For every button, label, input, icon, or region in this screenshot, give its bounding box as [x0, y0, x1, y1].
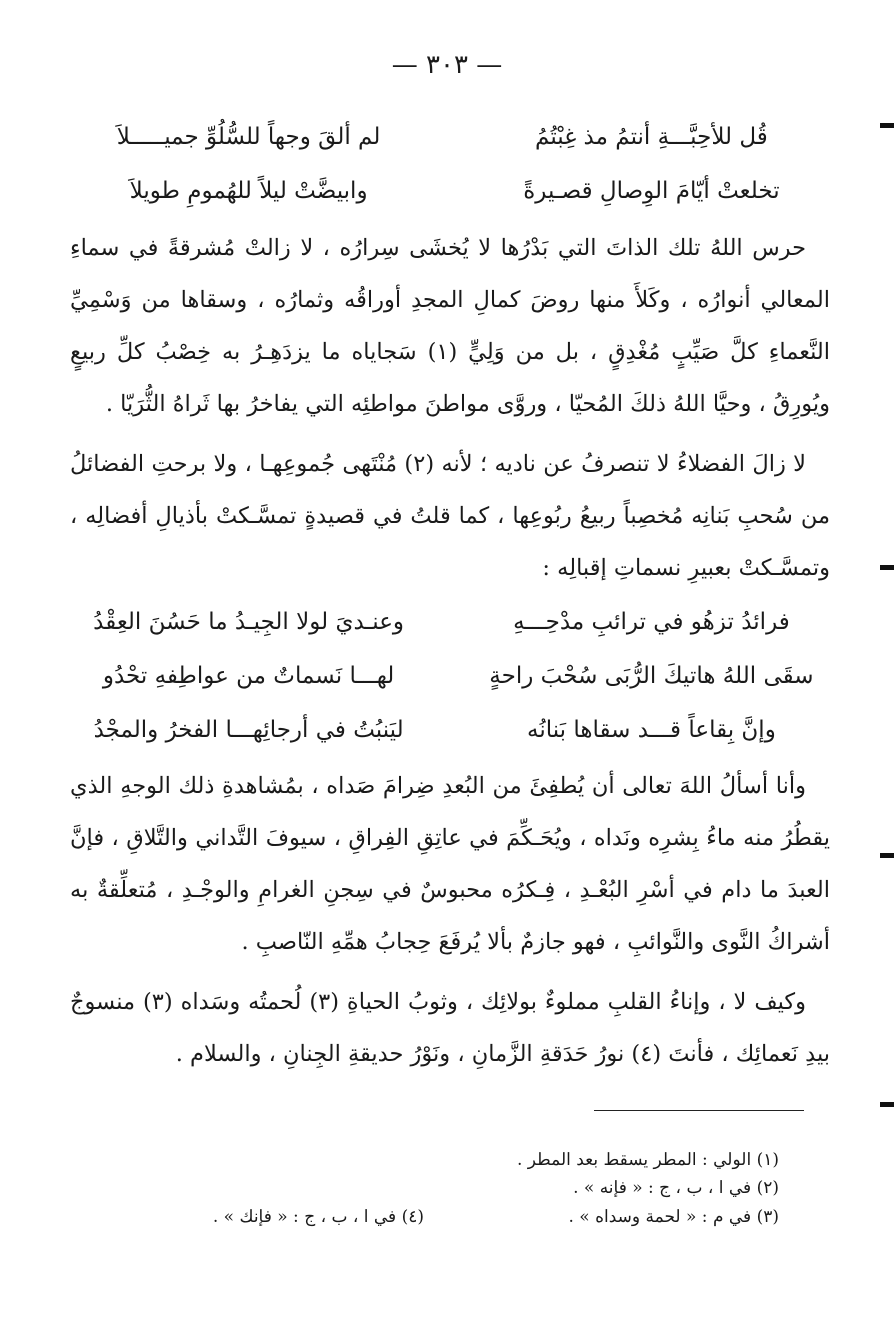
verse-hemistich-first: تخلعتْ أيّامَ الوِصالِ قصـيرةً — [523, 178, 780, 204]
prose-section-2 — [70, 760, 830, 1080]
verse-hemistich-first: فرائدُ تزهُو في ترائبِ مدْحِـــهِ — [513, 609, 790, 635]
verse-hemistich-second: لم ألقَ وجهاً للسُّلُوِّ جميـــــلاَ — [116, 124, 381, 150]
verse-hemistich-second: لهـــا نَسماتٌ من عواطِفهِ تحْدُو — [102, 663, 395, 689]
verse-block-middle — [70, 595, 830, 757]
paragraph: وكيف لا ، وإناءُ القلبِ مملوءٌ بولائِك ، وثوبُ الحياةِ (٣) لُحمتُه وسَداه (٣) منسوجٌ بيدِ نَعمائِك ، فأنتَ (٤) نورُ حَدَقةِ الزَّمانِ ، ونَوْرُ حديقةِ الجِنانِ ، والسلام . — [70, 989, 830, 1067]
paragraph: لا زالَ الفضلاءُ لا تنصرفُ عن ناديه ؛ لأنه (٢) مُنْتَهى جُموعِهـا ، ولا برحتِ الفضائلُ من سُحبِ بَنانِه مُخصِباً ربيعُ ربُوعِها ، كما قلتُ في قصيدةٍ تمسَّـكتْ بأذيالِ أفضالِه ، وتمسَّـكتْ بعبيرِ نسماتِ إقبالِه : — [70, 451, 830, 581]
verse-line — [70, 649, 830, 703]
page-number: — ٣٠٣ — — [391, 50, 503, 80]
prose-section-1 — [70, 222, 830, 594]
margin-mark — [880, 1102, 894, 1107]
verse-line — [70, 595, 830, 649]
margin-mark — [880, 565, 894, 570]
footnote-3: (٣) في م : « لحمة وسداه » . — [568, 1207, 779, 1227]
paragraph: حرس اللهُ تلك الذاتَ التي بَدْرُها لا يُخشَى سِرارُه ، لا زالتْ مُشرقةً في سماءِ المعالي أنوارُه ، وكَلأَ منها روضَ كمالِ المجدِ أوراقُه وثمارُه ، وسقاها من وَسْمِيِّ النَّعماءِ كلَّ صَيِّبٍ مُغْدِقٍ ، بل من وَلِيٍّ (١) سَجاياه ما يزدَهِـرُ به خِصْبُ كلِّ ربيعٍ ويُورِقُ ، وحيَّا اللهُ ذلكَ المُحيّا ، وروَّى مواطنَ مواطئِه التي يفاخرُ بها ثَراهُ الثُّرَيّا . — [70, 235, 830, 417]
verse-hemistich-second: وابيضَّتْ ليلاً للهُمومِ طويلاَ — [129, 178, 368, 204]
verse-hemistich-first: قُل للأحِبَّـــةِ أنتمُ مذ غِبْتُمُ — [535, 124, 768, 150]
paragraph: وأنا أسألُ اللهَ تعالى أن يُطفِئَ من البُعدِ ضِرامَ صَداه ، بمُشاهدةِ ذلك الوجهِ الذي يقطُرُ منه ماءُ بِشرِه ونَداه ، ويُحَـكِّمَ في عاتِقِ الفِراقِ ، سيوفَ التَّداني والتَّلاقِ ، فإنَّ العبدَ ما دام في أسْرِ البُعْـدِ ، فِـكرُه محبوسٌ في سِجنِ الغرامِ والوجْـدِ ، مُتعلِّقةٌ به أشراكُ النَّوى والنَّوائبِ ، فهو جازمٌ بألا يُرفَعَ حِجابُ همِّهِ النّاصبِ . — [70, 773, 830, 955]
verse-hemistich-second: وعنـديَ لولا الجِيـدُ ما حَسُنَ العِقْدُ — [93, 609, 405, 635]
verse-block-opening — [70, 110, 830, 218]
verse-hemistich-first: سقَى اللهُ هاتيكَ الرُّبَى سُحْبَ راحةٍ — [489, 663, 814, 689]
footnote-separator — [594, 1110, 804, 1111]
footnote-2: (٢) في ا ، ب ، ج : « فإنه » . — [573, 1178, 779, 1198]
verse-hemistich-second: ليَنبُتُ في أرجائِهـــا الفخرُ والمجْدُ — [93, 717, 404, 743]
verse-hemistich-first: وإنَّ بِقاعاً قـــد سقاها بَنانُه — [526, 717, 776, 743]
margin-mark — [880, 123, 894, 128]
footnote-4: (٤) في ا ، ب ، ج : « فإنك » . — [212, 1207, 424, 1227]
verse-line — [70, 703, 830, 757]
margin-mark — [880, 853, 894, 858]
footnote-1: (١) الولي : المطر يسقط بعد المطر . — [516, 1150, 779, 1170]
verse-line — [70, 110, 830, 164]
verse-line — [70, 164, 830, 218]
